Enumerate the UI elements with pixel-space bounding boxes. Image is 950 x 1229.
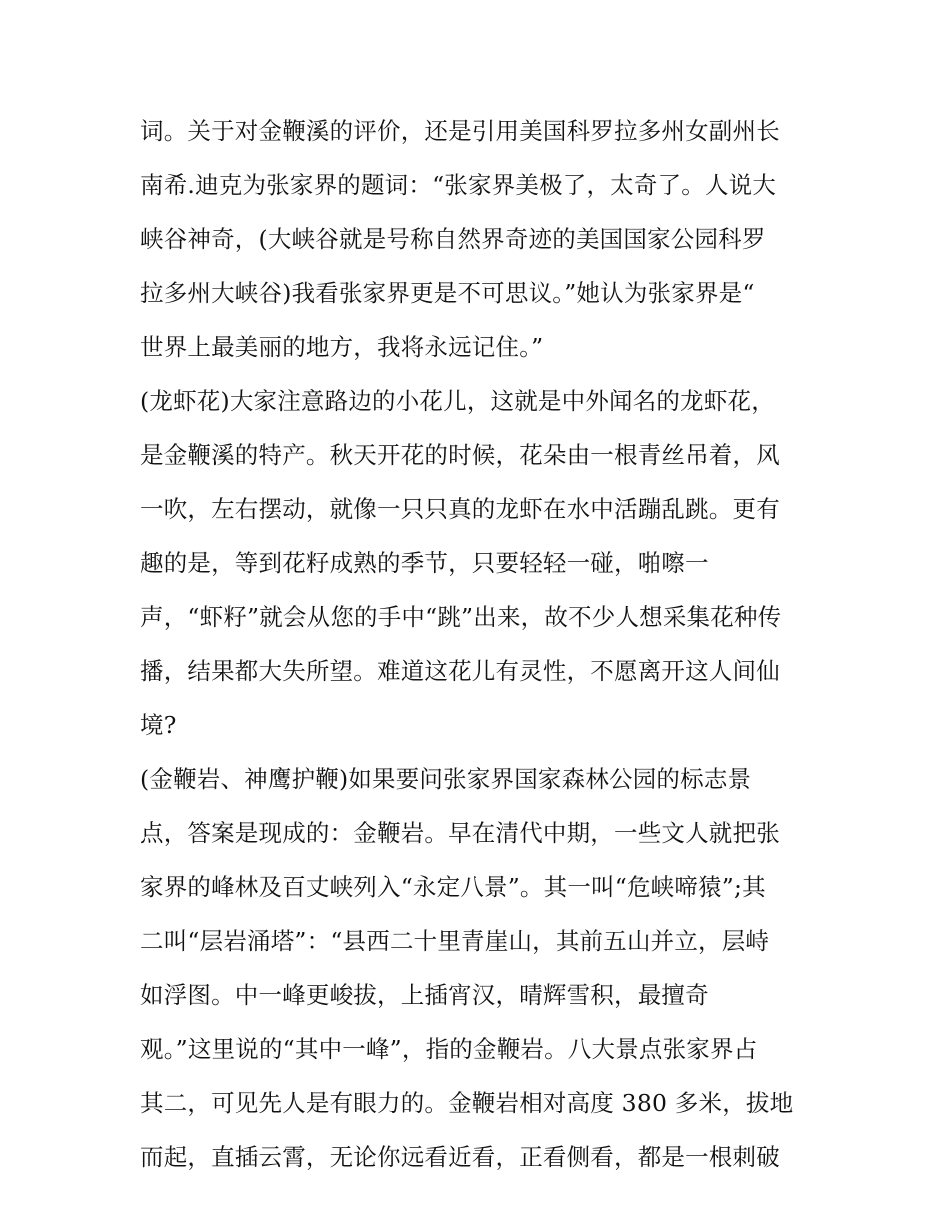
body-text [140,111,820,1191]
text-line: (龙虾花)大家注意路边的小花儿，这就是中外闻名的龙虾花， [140,387,775,415]
text-line: 播，结果都大失所望。难道这花儿有灵性，不愿离开这人间仙 [140,657,780,685]
text-line: 趣的是，等到花籽成熟的季节，只要轻轻一碰，啪嚓一 [140,549,709,577]
text-line: 拉多州大峡谷)我看张家界更是不可思议。”她认为张家界是“ [140,279,755,307]
text-line: 其二，可见先人是有眼力的。金鞭岩相对高度 380 多米，拔地 [140,1089,794,1117]
text-line: 而起，直插云霄，无论你远看近看，正看侧看，都是一根刺破 [140,1143,780,1171]
text-line: 如浮图。中一峰更峻拔，上插宵汉，晴辉雪积，最擅奇 [140,981,709,1009]
text-line: 家界的峰林及百丈峡列入“永定八景”。其一叫“危峡啼猿”;其 [140,873,766,901]
text-line: 观。”这里说的“其中一峰”，指的金鞭岩。八大景点张家界占 [140,1035,758,1063]
text-line: 声，“虾籽”就会从您的手中“跳”出来，故不少人想采集花种传 [140,603,782,631]
text-line: 词。关于对金鞭溪的评价，还是引用美国科罗拉多州女副州长 [140,117,780,145]
text-line: 南希.迪克为张家界的题词：“张家界美极了，太奇了。人说大 [140,171,777,199]
text-line: 一吹，左右摆动，就像一只只真的龙虾在水中活蹦乱跳。更有 [140,495,780,523]
text-line: 世界上最美丽的地方，我将永远记住。” [140,333,544,361]
text-line: (金鞭岩、神鹰护鞭)如果要问张家界国家森林公园的标志景 [140,765,752,793]
text-line: 二叫“层岩涌塔”：“县西二十里青崖山，其前五山并立，层峙 [140,927,770,955]
text-line: 峡谷神奇，(大峡谷就是号称自然界奇迹的美国国家公园科罗 [140,225,766,253]
text-line: 境? [140,711,177,739]
text-line: 点，答案是现成的：金鞭岩。早在清代中期，一些文人就把张 [140,819,780,847]
text-line: 是金鞭溪的特产。秋天开花的时候，花朵由一根青丝吊着，风 [140,441,780,469]
